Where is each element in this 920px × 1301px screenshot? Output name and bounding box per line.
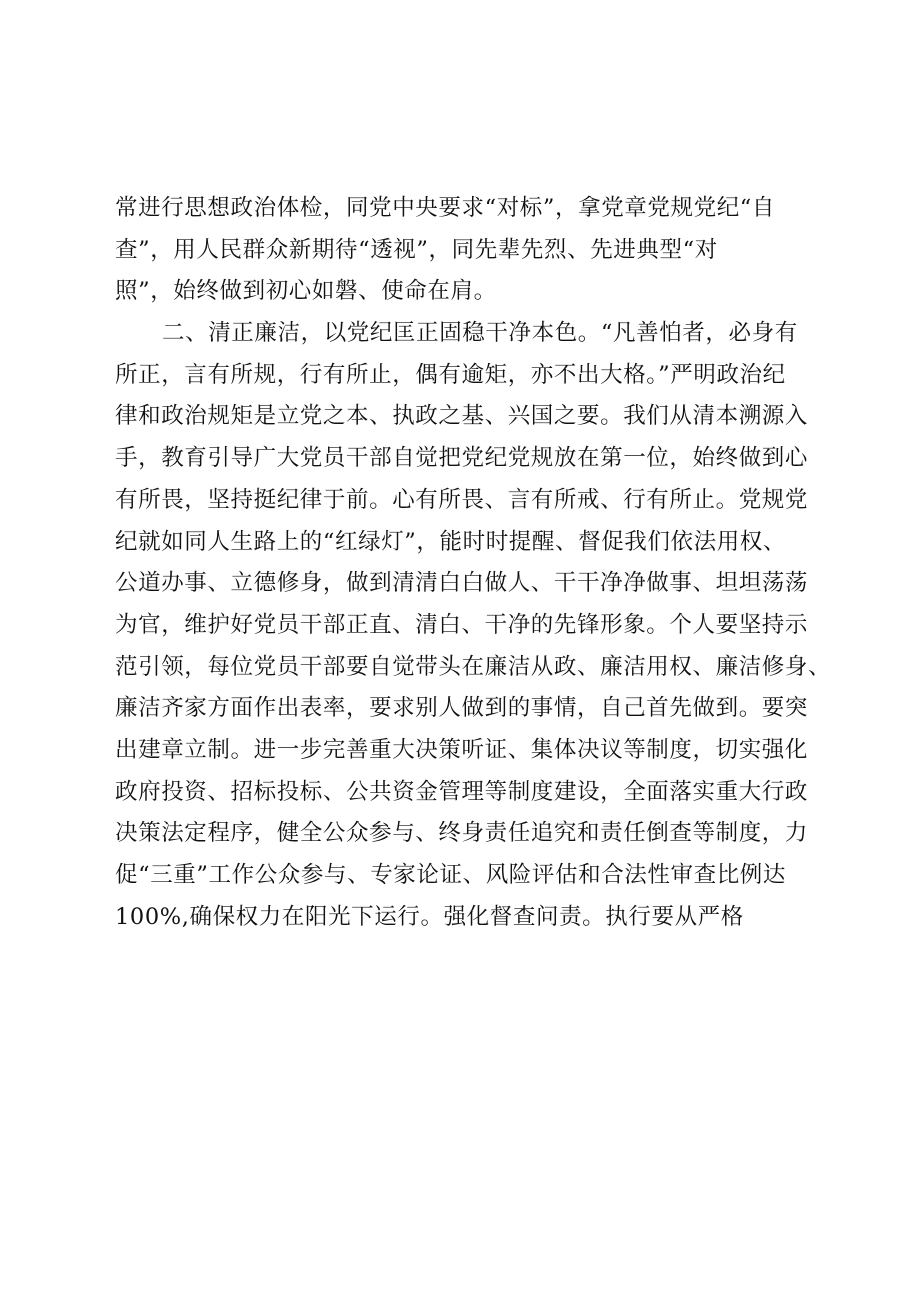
text-line: 查”，用人民群众新期待“透视”，同先辈先烈、先进典型“对 bbox=[115, 236, 718, 263]
body-text bbox=[115, 188, 835, 938]
text-line: 100%,确保权力在阳光下运行。强化督查问责。执行要从严格 bbox=[115, 903, 744, 930]
text-line: 范引领，每位党员干部要自觉带头在廉洁从政、廉洁用权、廉洁修身、 bbox=[115, 653, 832, 680]
text-line: 公道办事、立德修身，做到清清白白做人、干干净净做事、坦坦荡荡 bbox=[115, 570, 809, 597]
text-line: 出建章立制。进一步完善重大决策听证、集体决议等制度，切实强化 bbox=[115, 736, 809, 763]
text-line: 促“三重”工作公众参与、专家论证、风险评估和合法性审查比例达 bbox=[115, 862, 787, 888]
text-line: 为官，维护好党员干部正直、清白、干净的先锋形象。个人要坚持示 bbox=[115, 611, 809, 638]
text-line: 政府投资、招标投标、公共资金管理等制度建设，全面落实重大行政 bbox=[115, 778, 809, 805]
text-line: 有所畏，坚持挺纪律于前。心有所畏、言有所戒、行有所止。党规党 bbox=[115, 486, 809, 513]
text-line: 决策法定程序，健全公众参与、终身责任追究和责任倒查等制度，力 bbox=[115, 820, 809, 847]
text-line: 照”，始终做到初心如磐、使命在肩。 bbox=[115, 278, 497, 305]
text-line: 纪就如同人生路上的“红绿灯”，能时时提醒、督促我们依法用权、 bbox=[115, 528, 787, 555]
paragraph-heading-line: 二、清正廉洁，以党纪匡正固稳干净本色。“凡善怕者，必身有 bbox=[162, 320, 798, 347]
text-line: 手，教育引导广大党员干部自觉把党纪党规放在第一位，始终做到心 bbox=[115, 445, 809, 472]
text-line: 廉洁齐家方面作出表率，要求别人做到的事情，自己首先做到。要突 bbox=[115, 695, 809, 722]
text-line: 所正，言有所规，行有所止，偶有逾矩，亦不出大格。”严明政治纪 bbox=[115, 361, 786, 388]
text-line: 律和政治规矩是立党之本、执政之基、兴国之要。我们从清本溯源入 bbox=[115, 403, 809, 430]
text-line: 常进行思想政治体检，同党中央要求“对标”，拿党章党规党纪“自 bbox=[115, 195, 776, 221]
